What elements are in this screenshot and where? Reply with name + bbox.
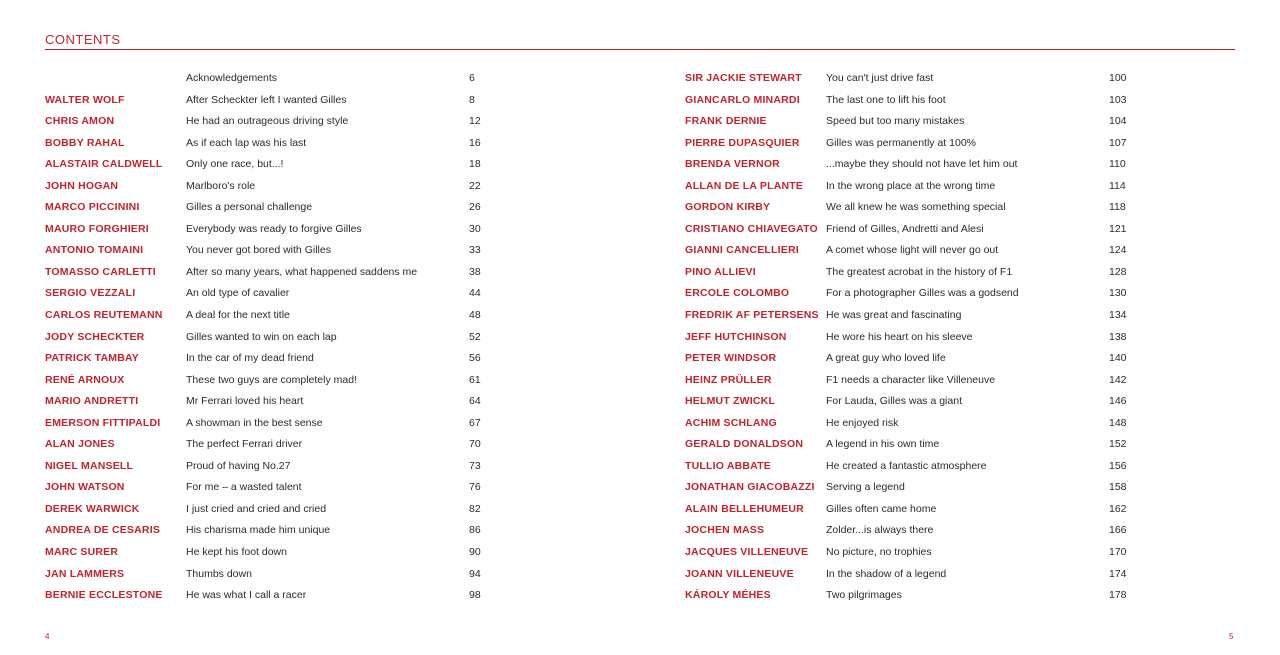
contents-entry (685, 520, 1130, 542)
page-number: 124 (1109, 244, 1127, 257)
contents-entry (45, 391, 485, 413)
page-number: 178 (1109, 589, 1127, 602)
contributor-name: ACHIM SCHLANG (685, 416, 777, 429)
chapter-title: Proud of having No.27 (186, 459, 291, 472)
contents-entry (45, 434, 485, 456)
page-number: 48 (469, 309, 481, 322)
page-number: 8 (469, 93, 475, 106)
page-number: 33 (469, 244, 481, 257)
chapter-title: These two guys are completely mad! (186, 373, 357, 386)
page-number: 73 (469, 459, 481, 472)
contents-entry (45, 542, 485, 564)
chapter-title: Friend of Gilles, Andretti and Alesi (826, 222, 984, 235)
contributor-name: ANTONIO TOMAINI (45, 244, 144, 257)
chapter-title: As if each lap was his last (186, 136, 307, 149)
contents-entry (685, 305, 1130, 327)
contributor-name: RENÉ ARNOUX (45, 373, 125, 386)
contributor-name: GERALD DONALDSON (685, 438, 804, 451)
contents-column-right (685, 68, 1130, 607)
contributor-name: JOHN HOGAN (45, 179, 119, 192)
contributor-name: PETER WINDSOR (685, 352, 777, 365)
contents-entry (45, 327, 485, 349)
page-number: 138 (1109, 330, 1127, 343)
contents-entry (45, 219, 485, 241)
contents-entry (45, 262, 485, 284)
page-number: 100 (1109, 72, 1127, 84)
contributor-name: ALAN JONES (45, 438, 115, 451)
page-number: 162 (1109, 502, 1127, 515)
contributor-name: ALASTAIR CALDWELL (45, 158, 163, 171)
contents-entry (45, 90, 485, 112)
contributor-name: ANDREA DE CESARIS (45, 524, 161, 537)
chapter-title: ...maybe they should not have let him out (826, 158, 1018, 171)
page-number: 121 (1109, 222, 1127, 235)
page-number: 18 (469, 158, 481, 171)
page-number-right: 5 (1229, 632, 1234, 641)
page-number: 44 (469, 287, 481, 300)
chapter-title: The perfect Ferrari driver (186, 438, 303, 451)
page-number: 67 (469, 416, 481, 429)
page-number: 107 (1109, 136, 1127, 149)
contributor-name: SIR JACKIE STEWART (685, 72, 802, 84)
chapter-title: He had an outrageous driving style (186, 115, 349, 128)
page-number: 148 (1109, 416, 1127, 429)
contributor-name: JONATHAN GIACOBAZZI (685, 481, 815, 494)
chapter-title: Two pilgrimages (826, 589, 902, 602)
page-number: 104 (1109, 115, 1127, 128)
page-number: 110 (1109, 158, 1126, 171)
contents-entry (685, 133, 1130, 155)
chapter-title: He was great and fascinating (826, 309, 962, 322)
chapter-title: Gilles was permanently at 100% (826, 136, 976, 149)
chapter-title: Serving a legend (826, 481, 905, 494)
contents-entry (685, 477, 1130, 499)
page-title: CONTENTS (45, 32, 121, 47)
contributor-name: MAURO FORGHIERI (45, 222, 149, 235)
contents-entry (45, 283, 485, 305)
contents-entry (685, 154, 1130, 176)
contents-entry (685, 68, 1130, 90)
contributor-name: GORDON KIRBY (685, 201, 771, 214)
page-number: 114 (1109, 179, 1126, 192)
contents-entry (45, 520, 485, 542)
chapter-title: He kept his foot down (186, 546, 287, 559)
contributor-name: CHRIS AMON (45, 115, 115, 128)
chapter-title: In the shadow of a legend (826, 567, 947, 580)
contents-entry (685, 90, 1130, 112)
contributor-name: CARLOS REUTEMANN (45, 309, 163, 322)
contributor-name: MARC SURER (45, 546, 119, 559)
contents-entry (45, 68, 485, 90)
contents-entry (45, 305, 485, 327)
chapter-title: Zolder...is always there (826, 524, 934, 537)
chapter-title: The greatest acrobat in the history of F1 (826, 265, 1013, 278)
contributor-name: BOBBY RAHAL (45, 136, 125, 149)
contributor-name: FRANK DERNIE (685, 115, 767, 128)
contributor-name: TULLIO ABBATE (685, 459, 772, 472)
page-number: 64 (469, 395, 481, 408)
chapter-title: His charisma made him unique (186, 524, 331, 537)
page-number: 128 (1109, 265, 1127, 278)
page-number: 30 (469, 222, 481, 235)
chapter-title: We all knew he was something special (826, 201, 1006, 214)
chapter-title: In the wrong place at the wrong time (826, 179, 996, 192)
chapter-title: Only one race, but...! (186, 158, 284, 171)
contributor-name: GIANCARLO MINARDI (685, 93, 800, 106)
page-number: 170 (1109, 546, 1127, 559)
chapter-title: He was what I call a racer (186, 589, 307, 602)
contributor-name: TOMASSO CARLETTI (45, 265, 156, 278)
page-number: 90 (469, 546, 481, 559)
contributor-name: CRISTIANO CHIAVEGATO (685, 222, 818, 235)
chapter-title: A legend in his own time (826, 438, 940, 451)
contributor-name: PATRICK TAMBAY (45, 352, 139, 365)
page-number: 6 (469, 72, 475, 84)
contributor-name: MARCO PICCININI (45, 201, 140, 214)
chapter-title: Acknowledgements (186, 72, 278, 84)
page-number: 142 (1109, 373, 1127, 386)
contents-entry (45, 499, 485, 521)
chapter-title: The last one to lift his foot (826, 93, 946, 106)
contributor-name: JOHN WATSON (45, 481, 125, 494)
contributor-name: HEINZ PRÜLLER (685, 373, 772, 386)
chapter-title: An old type of cavalier (186, 287, 290, 300)
page-number: 70 (469, 438, 481, 451)
contents-entry (685, 585, 1130, 607)
page-number: 26 (469, 201, 481, 214)
chapter-title: I just cried and cried and cried (186, 502, 327, 515)
chapter-title: F1 needs a character like Villeneuve (826, 373, 996, 386)
contributor-name: BERNIE ECCLESTONE (45, 589, 163, 602)
page-number: 56 (469, 352, 481, 365)
contributor-name: JOANN VILLENEUVE (685, 567, 794, 580)
contents-entry (685, 391, 1130, 413)
contributor-name: WALTER WOLF (45, 93, 125, 106)
chapter-title: A great guy who loved life (826, 352, 946, 365)
contents-entry (45, 133, 485, 155)
page-number: 103 (1109, 93, 1127, 106)
chapter-title: A deal for the next title (186, 309, 290, 322)
contributor-name: JODY SCHECKTER (45, 330, 145, 343)
page-number: 156 (1109, 459, 1127, 472)
contents-entry (45, 477, 485, 499)
chapter-title: You never got bored with Gilles (186, 244, 331, 257)
contents-entry (685, 348, 1130, 370)
page-number: 146 (1109, 395, 1127, 408)
contents-entry (685, 283, 1130, 305)
page-number: 118 (1109, 201, 1126, 214)
contents-entry (45, 154, 485, 176)
contributor-name: KÁROLY MÉHES (685, 589, 771, 602)
chapter-title: Everybody was ready to forgive Gilles (186, 222, 362, 235)
page-number: 98 (469, 589, 481, 602)
contents-entry (685, 111, 1130, 133)
contributor-name: NIGEL MANSELL (45, 459, 134, 472)
contents-entry (685, 413, 1130, 435)
contents-entry (685, 434, 1130, 456)
chapter-title: Gilles often came home (826, 502, 937, 515)
chapter-title: Thumbs down (186, 567, 252, 580)
contents-entry (45, 240, 485, 262)
contributor-name: FREDRIK AF PETERSENS (685, 309, 819, 322)
chapter-title: Gilles a personal challenge (186, 201, 313, 214)
contents-entry (685, 262, 1130, 284)
page-number: 174 (1109, 567, 1127, 580)
page-number: 22 (469, 179, 481, 192)
chapter-title: For a photographer Gilles was a godsend (826, 287, 1019, 300)
chapter-title: After Scheckter left I wanted Gilles (186, 93, 347, 106)
contributor-name: PINO ALLIEVI (685, 265, 756, 278)
contents-entry (45, 370, 485, 392)
page-number: 140 (1109, 352, 1127, 365)
contributor-name: MARIO ANDRETTI (45, 395, 139, 408)
page-number: 152 (1109, 438, 1127, 451)
page-number-left: 4 (45, 632, 50, 641)
chapter-title: For Lauda, Gilles was a giant (826, 395, 962, 408)
chapter-title: He created a fantastic atmosphere (826, 459, 987, 472)
chapter-title: You can't just drive fast (826, 72, 934, 84)
page-number: 76 (469, 481, 481, 494)
chapter-title: He enjoyed risk (826, 416, 899, 429)
chapter-title: A showman in the best sense (186, 416, 323, 429)
page-number: 86 (469, 524, 481, 537)
page-number: 94 (469, 567, 481, 580)
page-number: 52 (469, 330, 481, 343)
contents-entry (45, 111, 485, 133)
contents-entry (685, 327, 1130, 349)
page-number: 12 (469, 115, 481, 128)
chapter-title: A comet whose light will never go out (826, 244, 999, 257)
page-number: 82 (469, 502, 481, 515)
page-number: 166 (1109, 524, 1127, 537)
contributor-name: HELMUT ZWICKL (685, 395, 776, 408)
contents-entry (685, 370, 1130, 392)
contributor-name: JACQUES VILLENEUVE (685, 546, 809, 559)
contributor-name: PIERRE DUPASQUIER (685, 136, 800, 149)
page-number: 61 (469, 373, 481, 386)
contributor-name: BRENDA VERNOR (685, 158, 780, 171)
contents-entry (685, 176, 1130, 198)
chapter-title: He wore his heart on his sleeve (826, 330, 973, 343)
contributor-name: DEREK WARWICK (45, 502, 140, 515)
chapter-title: In the car of my dead friend (186, 352, 314, 365)
contributor-name: SERGIO VEZZALI (45, 287, 136, 300)
contents-entry (45, 413, 485, 435)
contents-entry (685, 456, 1130, 478)
contributor-name: EMERSON FITTIPALDI (45, 416, 161, 429)
chapter-title: No picture, no trophies (826, 546, 932, 559)
title-rule (45, 49, 1235, 50)
contents-entry (45, 564, 485, 586)
chapter-title: For me – a wasted talent (186, 481, 302, 494)
contributor-name: JEFF HUTCHINSON (685, 330, 787, 343)
contents-entry (45, 456, 485, 478)
contents-entry (685, 240, 1130, 262)
contributor-name: JAN LAMMERS (45, 567, 125, 580)
page-number: 158 (1109, 481, 1127, 494)
contents-entry (685, 564, 1130, 586)
chapter-title: Gilles wanted to win on each lap (186, 330, 337, 343)
chapter-title: Mr Ferrari loved his heart (186, 395, 304, 408)
page-number: 16 (469, 136, 481, 149)
chapter-title: Speed but too many mistakes (826, 115, 965, 128)
contents-entry (45, 585, 485, 607)
contributor-name: ALAIN BELLEHUMEUR (685, 502, 804, 515)
contents-entry (685, 499, 1130, 521)
contents-entry (685, 219, 1130, 241)
chapter-title: After so many years, what happened saddens me (186, 265, 418, 278)
contributor-name: JOCHEN MASS (685, 524, 765, 537)
contents-column-left (45, 68, 485, 607)
contributor-name: ALLAN DE LA PLANTE (685, 179, 804, 192)
contents-entry (45, 197, 485, 219)
contributor-name: GIANNI CANCELLIERI (685, 244, 799, 257)
page-number: 38 (469, 265, 481, 278)
page-number: 134 (1109, 309, 1127, 322)
contents-entry (45, 348, 485, 370)
page-number: 130 (1109, 287, 1127, 300)
contributor-name: ERCOLE COLOMBO (685, 287, 790, 300)
contents-entry (685, 542, 1130, 564)
contents-entry (685, 197, 1130, 219)
chapter-title: Marlboro's role (186, 179, 256, 192)
contents-entry (45, 176, 485, 198)
